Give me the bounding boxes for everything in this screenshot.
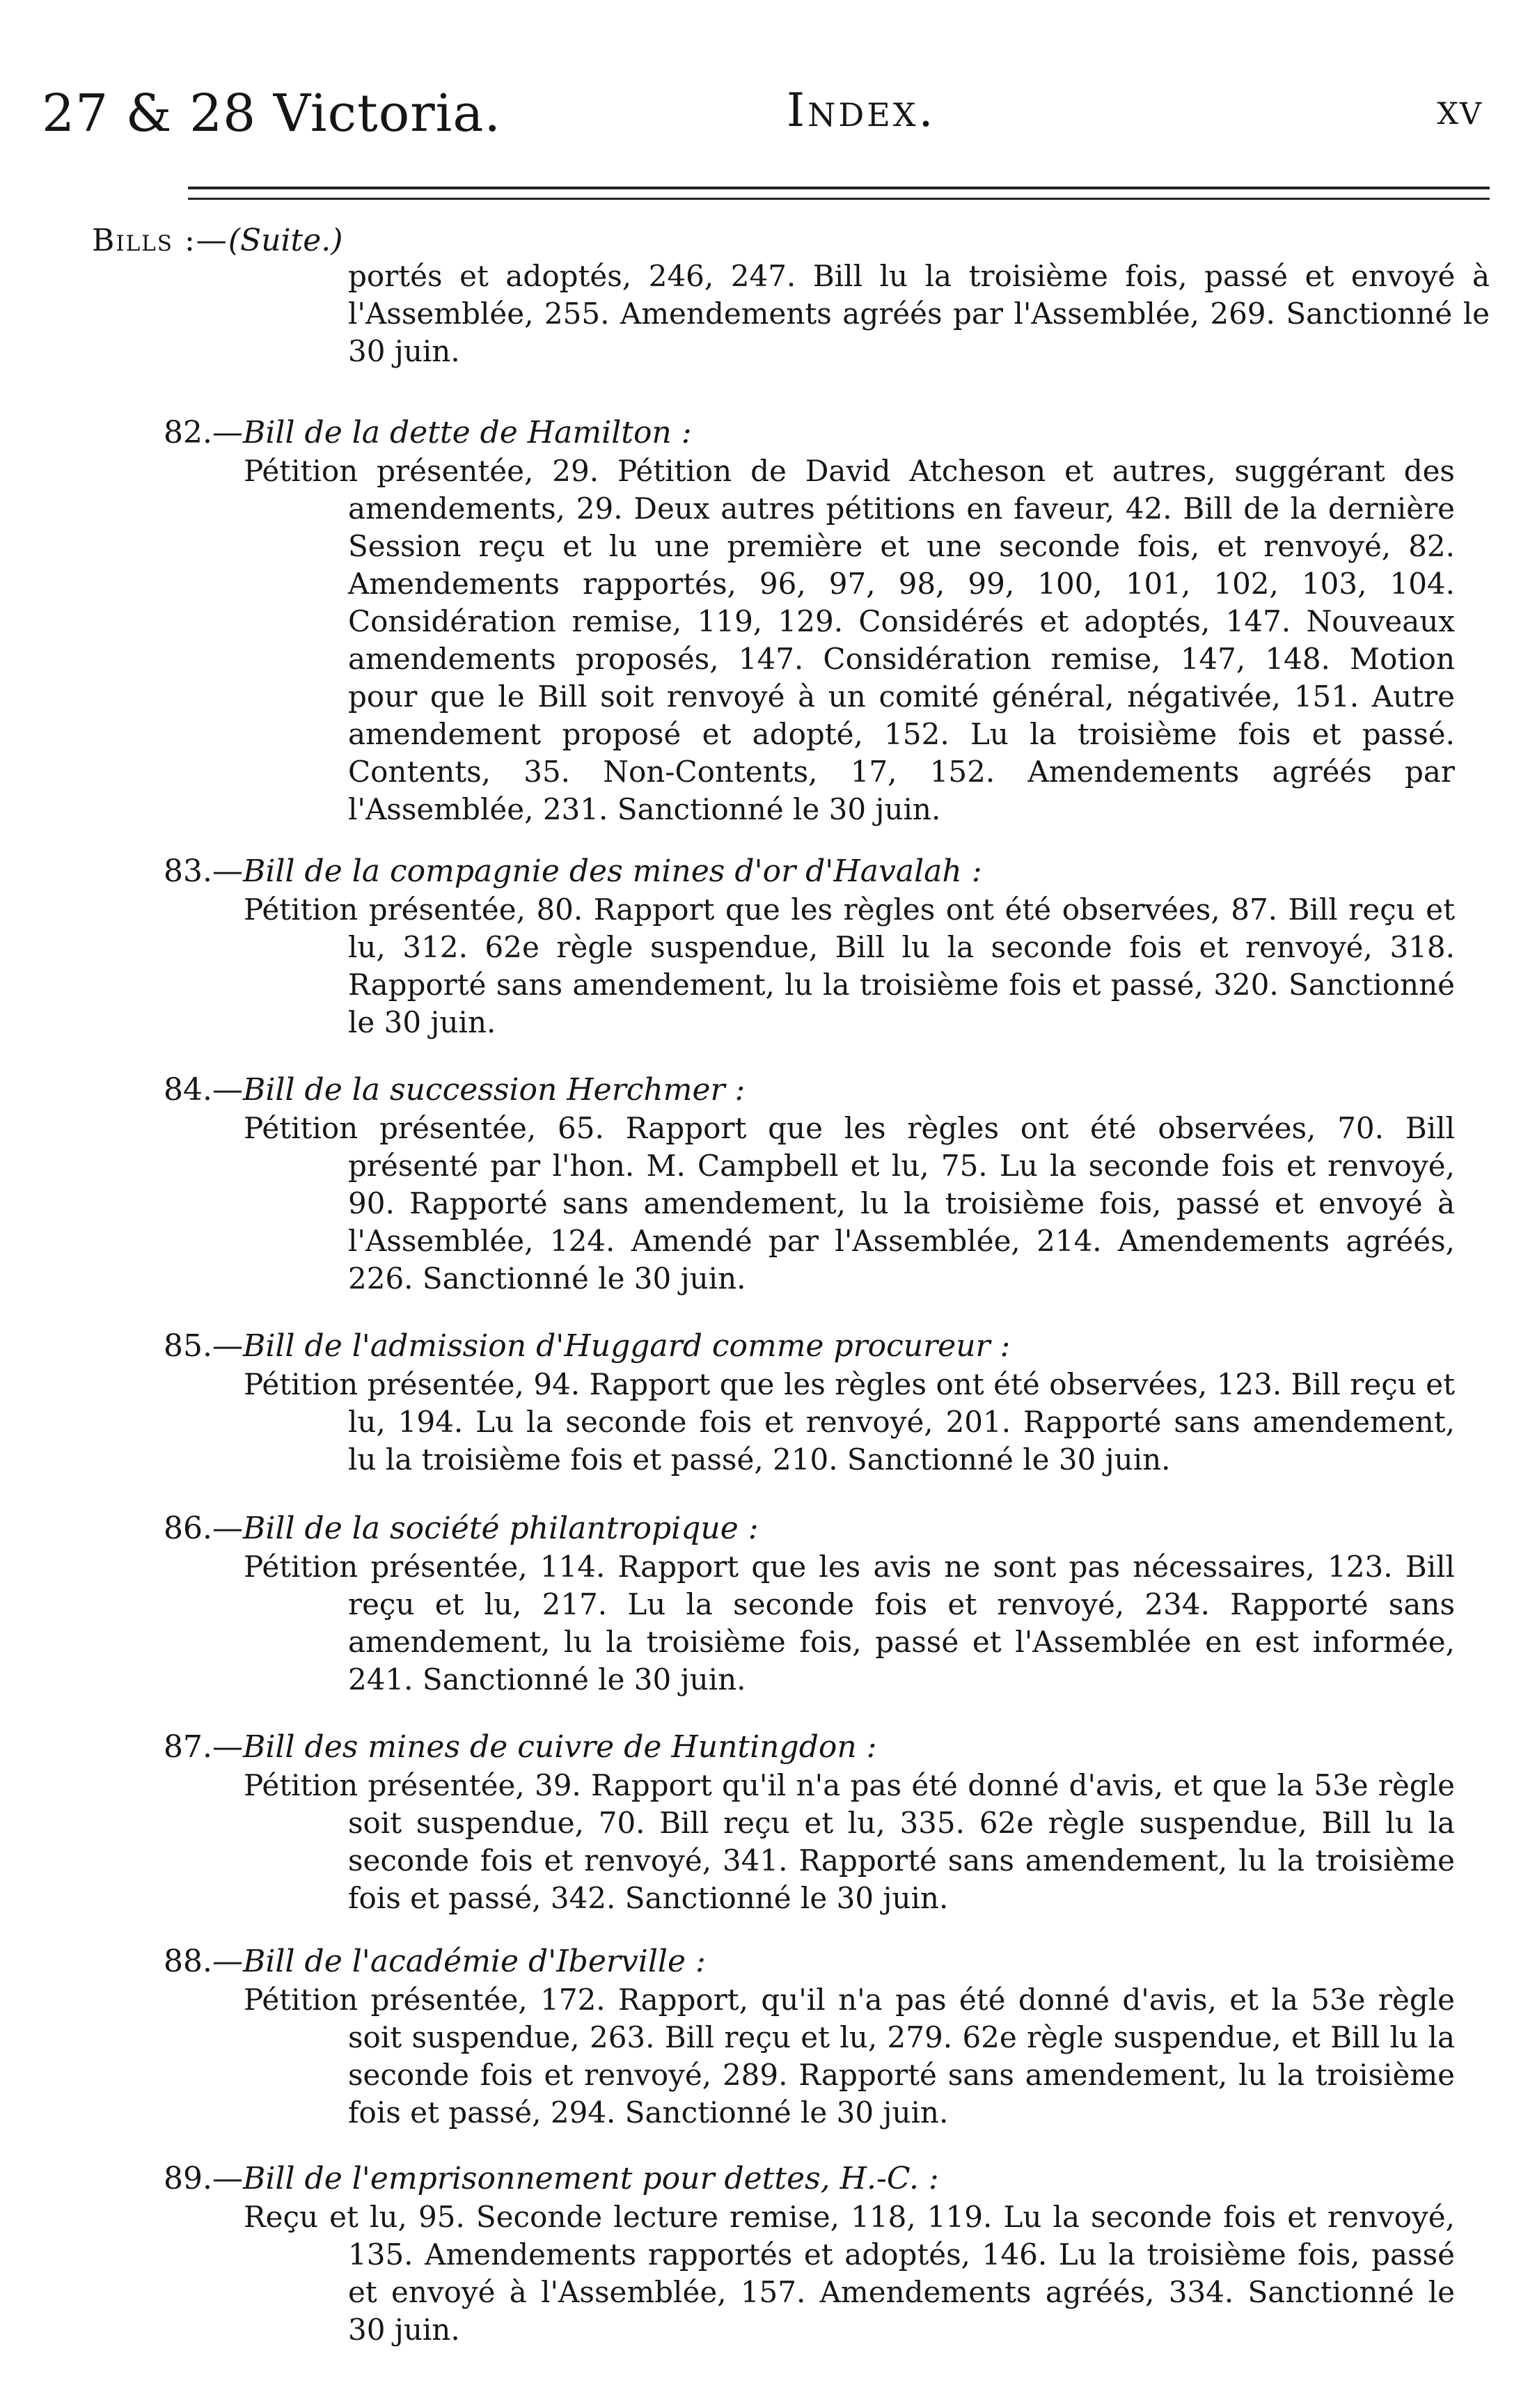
running-header	[42, 84, 1483, 160]
entry-title	[164, 2161, 939, 2196]
entry-number: 87.—	[164, 1729, 243, 1765]
entry-text: Pétition présentée, 65. Rapport que les règles ont été observées, 70. Bill présenté par l'hon. M. Campbell et lu, 75. Lu la seconde fois et renvoyé, 90. Rapporté sans amendement, lu la troisième fois, passé et envoyé à l'Assemblée, 124. Amendé par l'Assemblée, 214. Amendements agréés, 226. Sanctionné le 30 juin.	[244, 1111, 1455, 1296]
entry-number: 85.—	[164, 1328, 243, 1364]
entry-number: 89.—	[164, 2161, 243, 2196]
entry-text: Pétition présentée, 80. Rapport que les règles ont été observées, 87. Bill reçu et lu, 312. 62e règle suspendue, Bill lu la seconde fois et renvoyé, 318. Rapporté sans amendement, lu la troisième fois et passé, 320. Sanctionné le 30 juin.	[244, 892, 1455, 1039]
entry-number: 83.—	[164, 853, 243, 889]
entry-text: Pétition présentée, 172. Rapport, qu'il n'a pas été donné d'avis, et la 53e règle soit suspendue, 263. Bill reçu et lu, 279. 62e règle suspendue, et Bill lu la seconde fois et renvoyé, 289. Rapporté sans amendement, lu la troisième fois et passé, 294. Sanctionné le 30 juin.	[244, 1983, 1455, 2130]
section-label: Bills :—	[92, 223, 228, 258]
entry-body	[244, 453, 1455, 828]
entry-title	[164, 1944, 706, 1979]
entry-title	[164, 415, 692, 450]
entry-number: 84.—	[164, 1072, 243, 1108]
header-rule-bottom	[188, 198, 1490, 200]
entry-text: Reçu et lu, 95. Seconde lecture remise, 118, 119. Lu la seconde fois et renvoyé, 135. Amendements rapportés et adoptés, 146. Lu la troisième fois, passé et envoyé à l'Assemblée, 157. Amendements agréés, 334. Sanctionné le 30 juin.	[244, 2200, 1455, 2347]
entry-body	[244, 2198, 1455, 2349]
header-rule-top	[188, 187, 1490, 189]
entry-heading: Bill de la société philantropique :	[242, 1511, 759, 1546]
entry-text: Pétition présentée, 114. Rapport que les avis ne sont pas nécessaires, 123. Bill reçu et lu, 217. Lu la seconde fois et renvoyé, 234. Rapporté sans amendement, lu la troisième fois, passé et l'Assemblée en est informée, 241. Sanctionné le 30 juin.	[244, 1550, 1455, 1697]
header-session: 27 & 28 Victoria.	[42, 84, 501, 143]
entry-number: 86.—	[164, 1511, 243, 1546]
entry-body	[244, 1548, 1455, 1699]
entry-title	[164, 853, 982, 889]
section-suite: (Suite.)	[228, 223, 343, 258]
entry-title	[164, 1729, 877, 1765]
entry-text: Pétition présentée, 29. Pétition de David Atcheson et autres, suggérant des amendements, 29. Deux autres pétitions en faveur, 42. Bill de la dernière Session reçu et lu une première et une seconde fois, et renvoyé, 82. Amendements rapportés, 96, 97, 98, 99, 100, 101, 102, 103, 104. Considération remise, 119, 129. Considérés et adoptés, 147. Nouveaux amendements proposés, 147. Considération remise, 147, 148. Motion pour que le Bill soit renvoyé à un comité général, négativée, 151. Autre amendement proposé et adopté, 152. Lu la troisième fois et passé. Contents, 35. Non-Contents, 17, 152. Amendements agréés par l'Assemblée, 231. Sanctionné le 30 juin.	[244, 454, 1455, 826]
entry-heading: Bill de l'emprisonnement pour dettes, H.-C. :	[242, 2161, 939, 2196]
entry-heading: Bill de la compagnie des mines d'or d'Havalah :	[242, 853, 982, 889]
entry-body	[244, 891, 1455, 1041]
entry-heading: Bill de la dette de Hamilton :	[242, 415, 692, 450]
entry-body	[244, 1981, 1455, 2132]
entry-text: Pétition présentée, 39. Rapport qu'il n'a pas été donné d'avis, et que la 53e règle soit suspendue, 70. Bill reçu et lu, 335. 62e règle suspendue, Bill lu la seconde fois et renvoyé, 341. Rapporté sans amendement, lu la troisième fois et passé, 342. Sanctionné le 30 juin.	[244, 1768, 1455, 1915]
entry-title	[164, 1328, 1010, 1364]
entry-title	[164, 1072, 745, 1108]
entry-body	[244, 1767, 1455, 1917]
section-heading	[92, 223, 342, 258]
entry-number: 82.—	[164, 415, 243, 450]
entry-body	[244, 1110, 1455, 1298]
entry-title	[164, 1511, 759, 1546]
header-page-number: xv	[1437, 84, 1483, 134]
entry-heading: Bill de l'admission d'Huggard comme procureur :	[242, 1328, 1011, 1364]
entry-heading: Bill des mines de cuivre de Huntingdon :	[242, 1729, 877, 1765]
entry-heading: Bill de la succession Herchmer :	[242, 1072, 746, 1108]
entry-number: 88.—	[164, 1944, 243, 1979]
header-title: Index.	[787, 84, 936, 137]
continuation-text: portés et adoptés, 246, 247. Bill lu la troisième fois, passé et envoyé à l'Assemblée, 255. Amendements agréés par l'Assemblée, 269. Sanctionné le 30 juin.	[348, 259, 1490, 368]
entry-heading: Bill de l'académie d'Iberville :	[242, 1944, 706, 1979]
entry-body	[244, 1366, 1455, 1479]
entry-text: Pétition présentée, 94. Rapport que les règles ont été observées, 123. Bill reçu et lu, 194. Lu la seconde fois et renvoyé, 201. Rapporté sans amendement, lu la troisième fois et passé, 210. Sanctionné le 30 juin.	[244, 1367, 1455, 1477]
